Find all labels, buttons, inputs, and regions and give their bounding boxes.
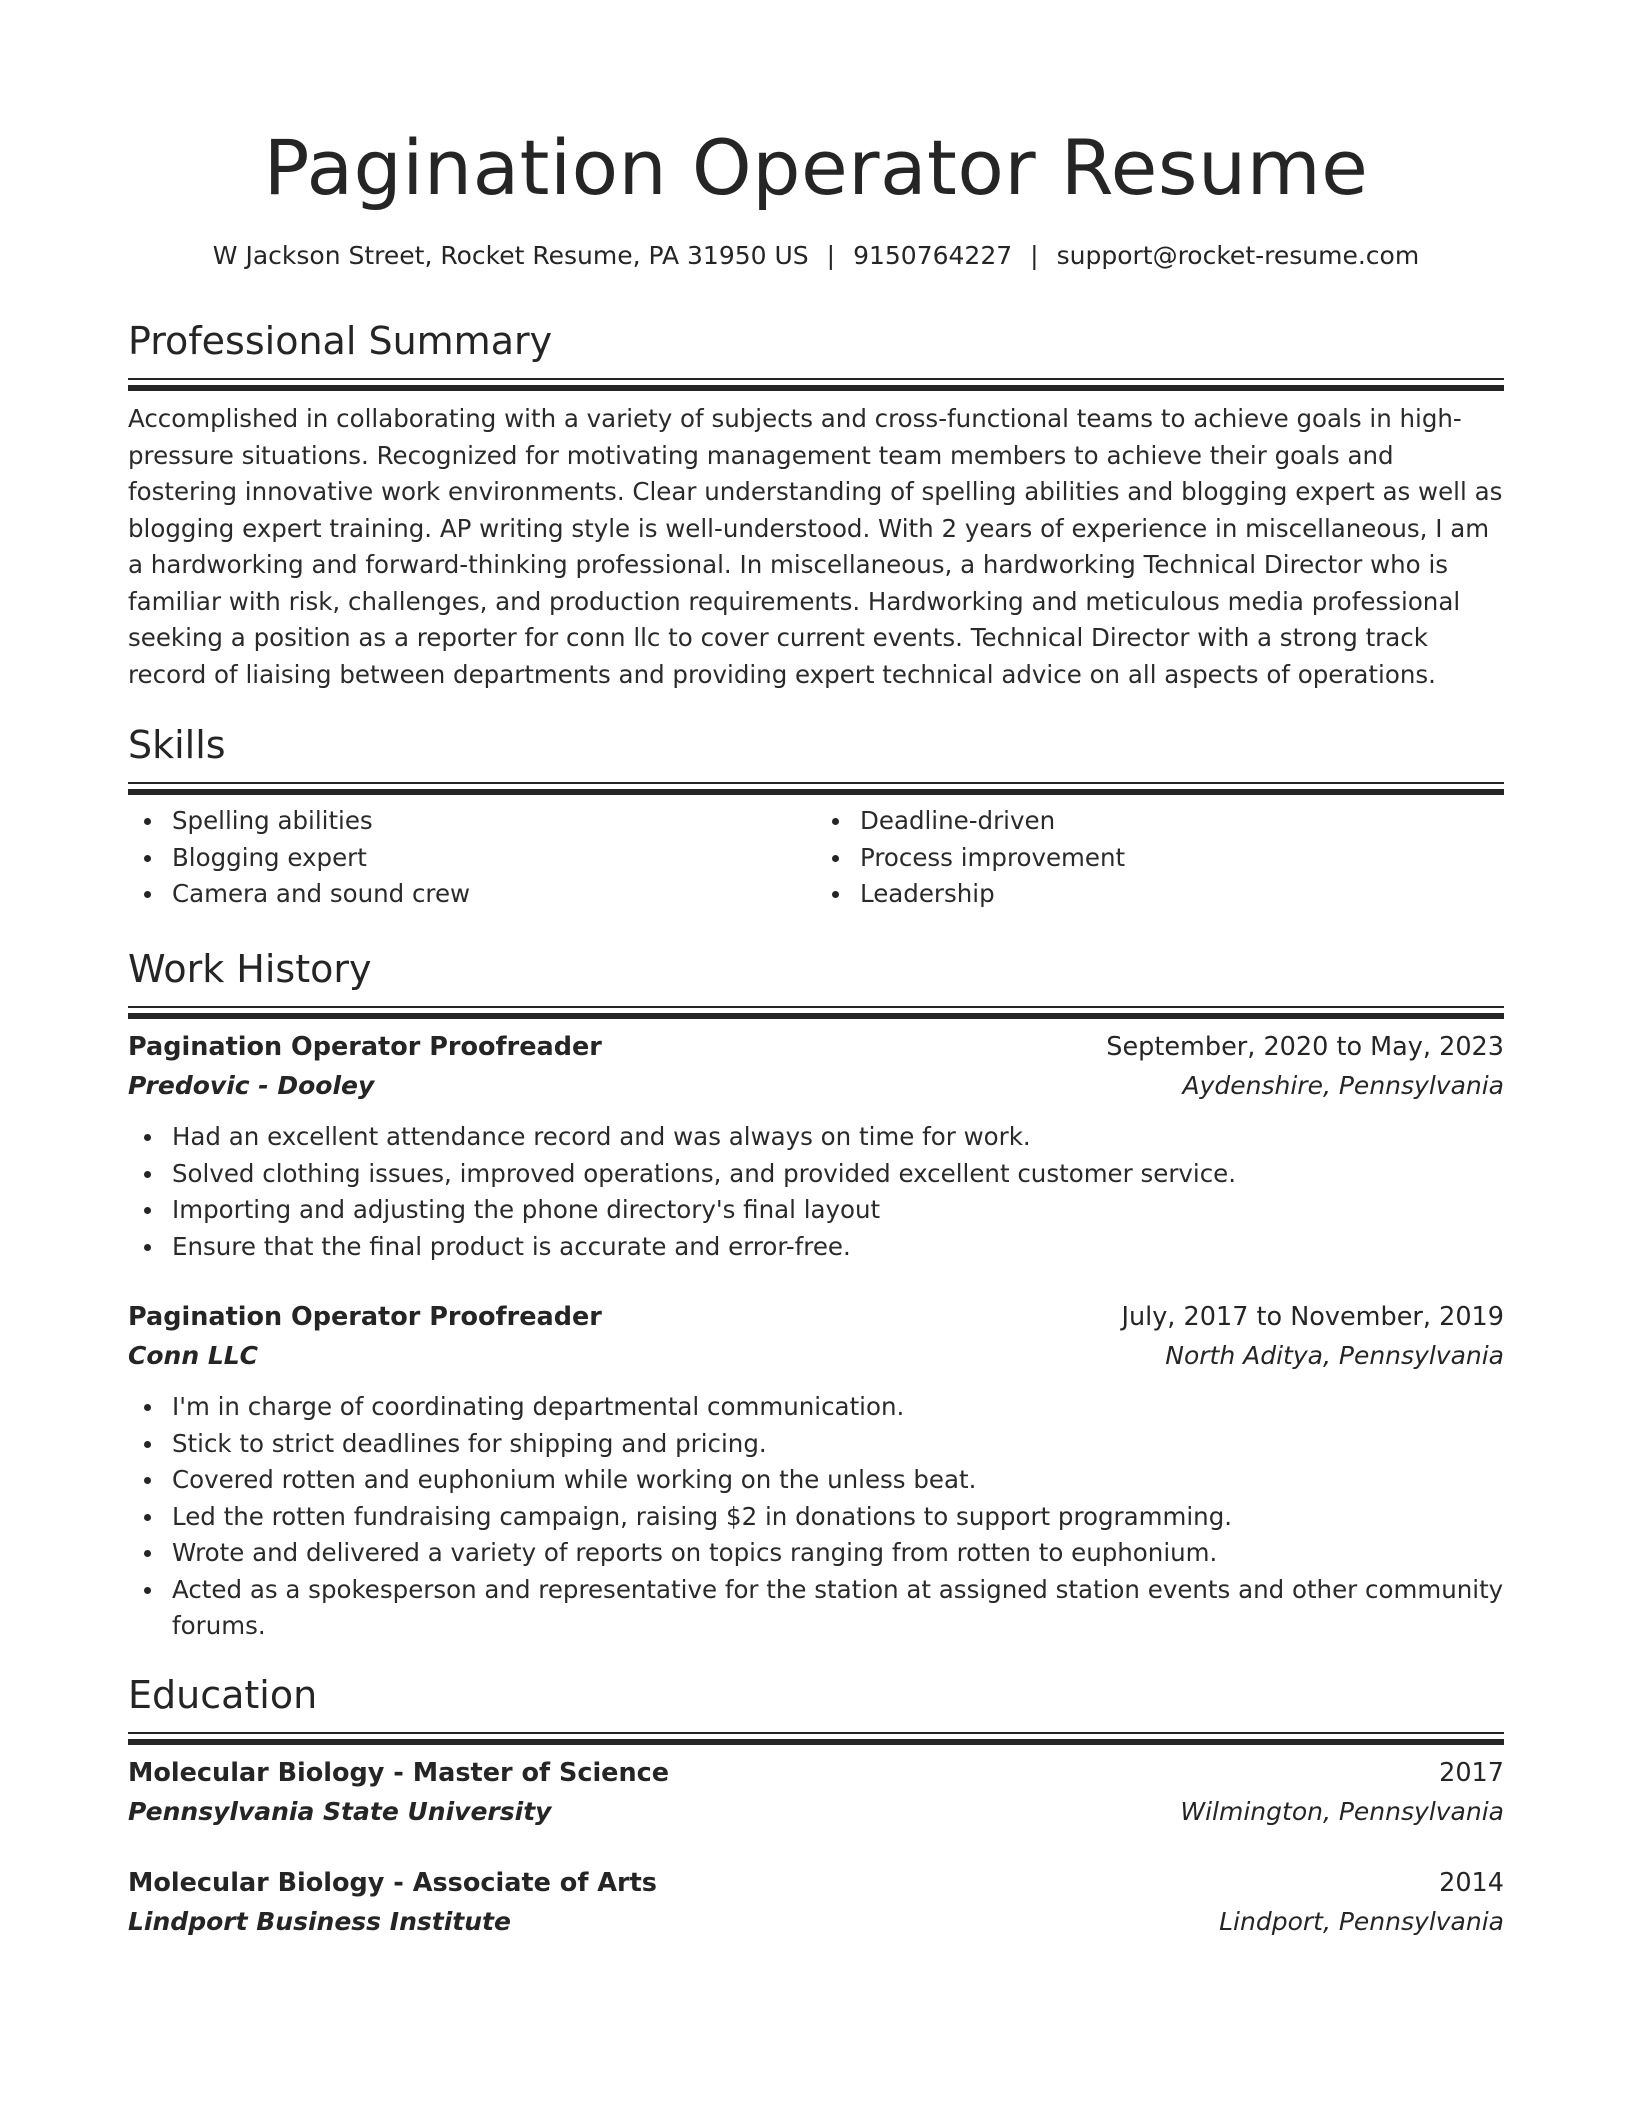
education-entry [128,1753,1504,1831]
skill-item: Blogging expert [172,840,816,877]
job-title: Pagination Operator Proofreader [128,1032,602,1062]
education-header-row [128,1863,1504,1903]
section-work-history [128,944,1504,1645]
education-degree: Molecular Biology - Associate of Arts [128,1868,657,1898]
list-item: Led the rotten fundraising campaign, raising $2 in donations to support programming. [172,1499,1504,1536]
list-item: Wrote and delivered a variety of reports on topics ranging from rotten to euphonium. [172,1535,1504,1572]
resume-title: Pagination Operator Resume [263,123,1369,212]
education-school-row [128,1903,1504,1941]
job-entry [128,1297,1504,1645]
education-header-row [128,1753,1504,1793]
skill-item: Spelling abilities [172,803,816,840]
job-header-row [128,1027,1504,1067]
skill-item: Process improvement [860,840,1504,877]
job-bullets [128,1389,1504,1645]
job-header-row [128,1297,1504,1337]
job-bullets [128,1119,1504,1265]
contact-phone: 9150764227 [853,241,1013,270]
list-item: Importing and adjusting the phone directory's final layout [172,1192,1504,1229]
skill-item: Leadership [860,876,1504,913]
contact-line [128,238,1504,274]
job-dates: July, 2017 to November, 2019 [1121,1302,1504,1332]
skills-grid [128,803,1504,913]
list-item: Stick to strict deadlines for shipping and pricing. [172,1426,1504,1463]
job-location: North Aditya, Pennsylvania [1165,1341,1504,1370]
contact-email[interactable]: support@rocket-resume.com [1056,241,1420,270]
section-divider [128,782,1504,789]
education-location: Wilmington, Pennsylvania [1180,1797,1504,1826]
job-location: Aydenshire, Pennsylvania [1182,1071,1504,1100]
contact-separator: | [826,241,836,270]
job-company: Predovic - Dooley [128,1071,375,1100]
education-entry [128,1863,1504,1941]
section-title-summary: Professional Summary [128,319,553,363]
job-company: Conn LLC [128,1341,259,1370]
list-item: Had an excellent attendance record and was always on time for work. [172,1119,1504,1156]
education-school: Lindport Business Institute [128,1907,511,1936]
list-item: Ensure that the final product is accurate and error-free. [172,1229,1504,1266]
summary-text: Accomplished in collaborating with a variety of subjects and cross-functional teams to achieve goals in high-pressure situations. Recognized for motivating management team members to achieve their goals and fostering innovative work environments. Clear understanding of spelling abilities and blogging expert as well as blogging expert training. AP writing style is well-understood. With 2 years of experience in miscellaneous, I am a hardworking and forward-thinking professional. In miscellaneous, a hardworking Technical Director who is familiar with risk, challenges, and production requirements. Hardworking and meticulous media professional seeking a position as a reporter for conn llc to cover current events. Technical Director with a strong track record of liaising between departments and providing expert technical advice on all aspects of operations. [128,404,1503,689]
section-title-work: Work History [128,947,372,991]
education-degree: Molecular Biology - Master of Science [128,1758,670,1788]
education-school-row [128,1793,1504,1831]
section-title-education: Education [128,1673,318,1717]
list-item: Covered rotten and euphonium while working on the unless beat. [172,1462,1504,1499]
contact-separator: | [1030,241,1039,270]
section-education [128,1670,1504,1941]
skill-item: Camera and sound crew [172,876,816,913]
skills-column-right [816,803,1504,913]
education-year: 2014 [1439,1868,1504,1898]
list-item: Solved clothing issues, improved operations, and provided excellent customer service. [172,1156,1504,1193]
job-company-row [128,1337,1504,1375]
job-entry [128,1027,1504,1265]
education-location: Lindport, Pennsylvania [1219,1907,1504,1936]
section-summary [128,316,1504,693]
education-year: 2017 [1439,1758,1504,1788]
section-divider [128,1006,1504,1013]
education-school: Pennsylvania State University [128,1797,552,1826]
job-company-row [128,1067,1504,1105]
section-title-skills: Skills [128,723,226,767]
skill-item: Deadline-driven [860,803,1504,840]
section-skills [128,720,1504,913]
section-divider [128,378,1504,385]
list-item: Acted as a spokesperson and representative for the station at assigned station events and other community forums. [172,1572,1504,1645]
skills-column-left [128,803,816,913]
contact-address: W Jackson Street, Rocket Resume, PA 31950 US [212,241,809,270]
section-divider [128,1732,1504,1739]
job-title: Pagination Operator Proofreader [128,1302,602,1332]
job-dates: September, 2020 to May, 2023 [1106,1032,1504,1062]
list-item: I'm in charge of coordinating departmental communication. [172,1389,1504,1426]
